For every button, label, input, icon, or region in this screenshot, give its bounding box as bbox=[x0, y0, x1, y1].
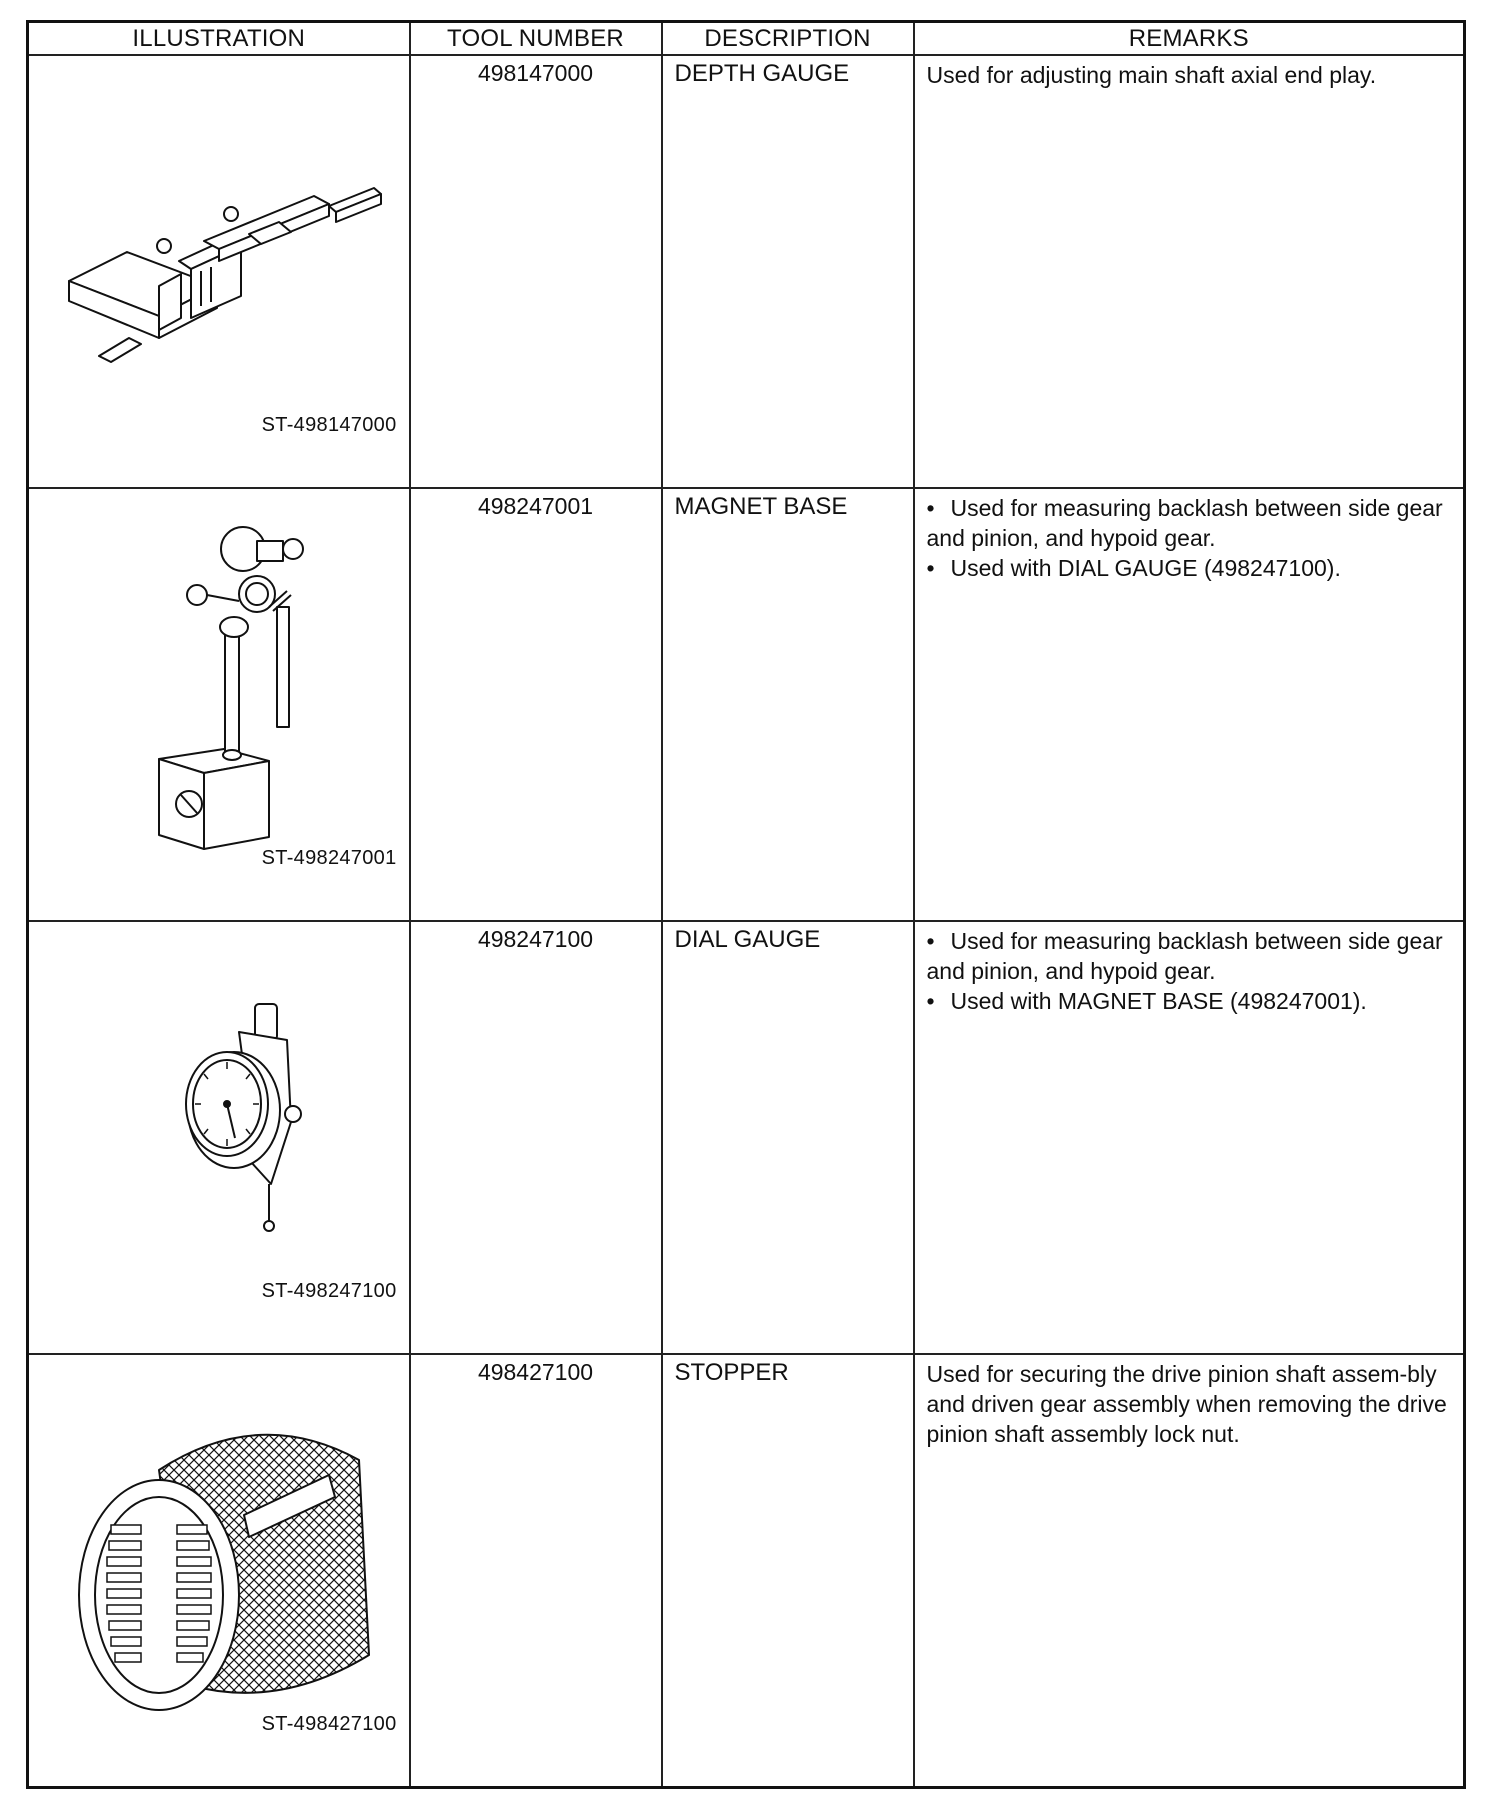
list-item: • Used for measuring backlash between side gear and pinion, and hypoid gear. bbox=[926, 928, 1443, 984]
illustration-cell bbox=[28, 55, 410, 488]
tool-number: 498147000 bbox=[477, 60, 594, 86]
header-description: DESCRIPTION bbox=[662, 22, 914, 56]
description-cell bbox=[662, 921, 914, 1354]
remarks-cell bbox=[914, 488, 1465, 921]
illustration-code: ST-498147000 bbox=[261, 414, 397, 436]
tool-description: MAGNET BASE bbox=[674, 493, 848, 520]
description-cell bbox=[662, 55, 914, 488]
tool-number: 498427100 bbox=[477, 1359, 594, 1385]
illustration-code: ST-498247001 bbox=[261, 847, 397, 869]
special-tools-sheet bbox=[26, 20, 1466, 1784]
tool-description: STOPPER bbox=[674, 1359, 789, 1386]
table-row bbox=[28, 55, 1465, 488]
tool-number-cell bbox=[410, 1354, 662, 1788]
remarks-text: Used for adjusting main shaft axial end play. bbox=[926, 62, 1377, 88]
remarks-text: Used for securing the drive pinion shaft assem-bly and driven gear assembly when removing the drive pinion shaft assembly lock nut. bbox=[926, 1361, 1447, 1447]
table-row bbox=[28, 488, 1465, 921]
tool-number: 498247100 bbox=[477, 926, 594, 952]
list-item: • Used with MAGNET BASE (498247001). bbox=[926, 988, 1367, 1014]
table-header-row bbox=[28, 22, 1465, 56]
illustration-cell bbox=[28, 1354, 410, 1788]
illustration-cell bbox=[28, 488, 410, 921]
illustration-code: ST-498427100 bbox=[261, 1713, 397, 1735]
remarks-cell bbox=[914, 1354, 1465, 1788]
illustration-cell bbox=[28, 921, 410, 1354]
header-remarks: REMARKS bbox=[914, 22, 1465, 56]
remarks-list bbox=[915, 489, 1464, 583]
bullet: • bbox=[926, 555, 935, 581]
header-illustration: ILLUSTRATION bbox=[28, 22, 410, 56]
list-item: • Used for measuring backlash between side gear and pinion, and hypoid gear. bbox=[926, 495, 1443, 551]
tool-number-cell bbox=[410, 55, 662, 488]
tool-description: DEPTH GAUGE bbox=[674, 60, 850, 87]
tool-number-cell bbox=[410, 921, 662, 1354]
tool-description: DIAL GAUGE bbox=[674, 926, 821, 953]
bullet: • bbox=[926, 928, 935, 954]
remarks-list bbox=[915, 922, 1464, 1016]
remarks-cell bbox=[914, 55, 1465, 488]
table-row bbox=[28, 1354, 1465, 1788]
bullet: • bbox=[926, 495, 935, 521]
description-cell bbox=[662, 488, 914, 921]
special-tools-table bbox=[26, 20, 1466, 1789]
table-row bbox=[28, 921, 1465, 1354]
tool-number: 498247001 bbox=[477, 493, 594, 519]
tool-number-cell bbox=[410, 488, 662, 921]
header-tool-number: TOOL NUMBER bbox=[410, 22, 662, 56]
remarks-cell bbox=[914, 921, 1465, 1354]
list-item: • Used with DIAL GAUGE (498247100). bbox=[926, 555, 1341, 581]
bullet: • bbox=[926, 988, 935, 1014]
description-cell bbox=[662, 1354, 914, 1788]
illustration-code: ST-498247100 bbox=[261, 1280, 397, 1302]
